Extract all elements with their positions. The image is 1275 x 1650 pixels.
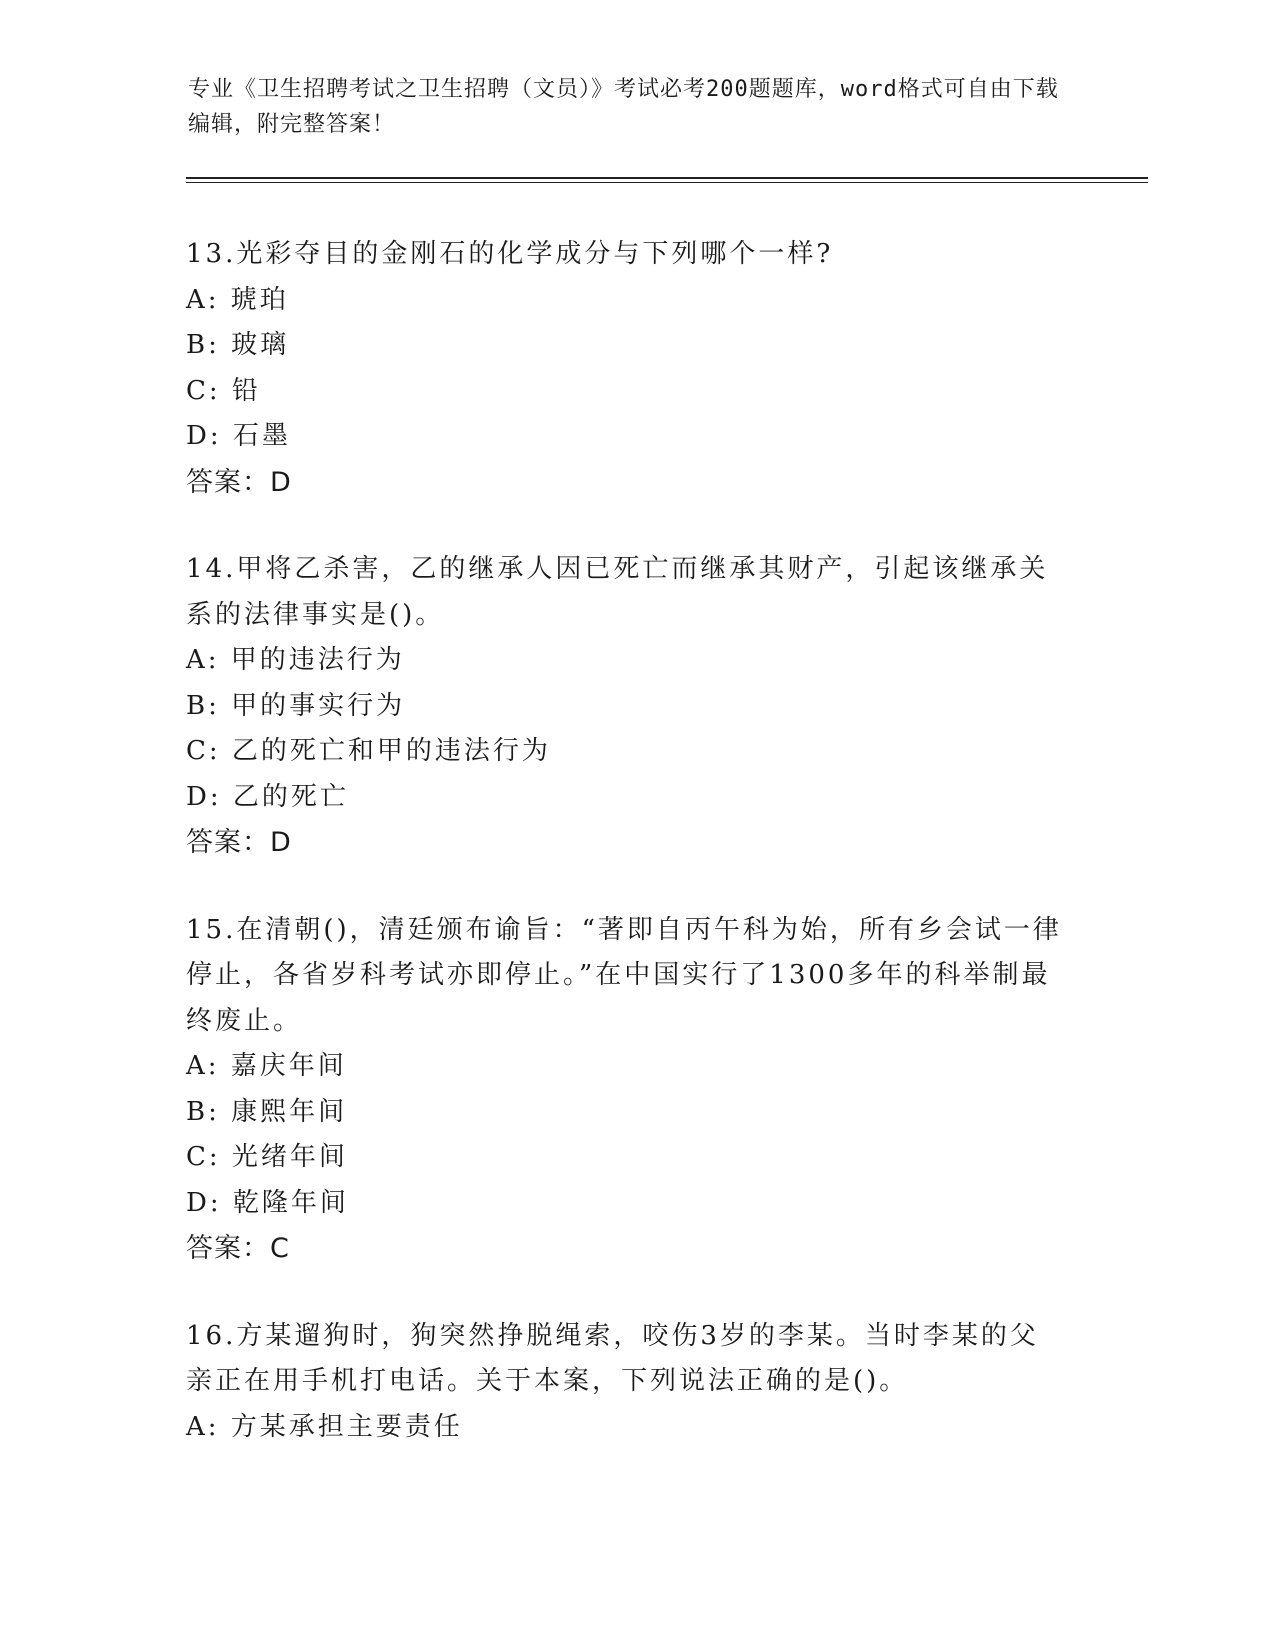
question-list	[186, 232, 1076, 1492]
question-13	[186, 232, 1076, 505]
option-a: A: 甲的违法行为	[186, 645, 405, 675]
option-c: C: 铅	[186, 375, 261, 406]
option-d: D: 乙的死亡	[186, 781, 349, 812]
question-stem: 15.在清朝()，清廷颁布谕旨：“著即自丙午科为始，所有乡会试一律停止，各省岁科考试亦即停止。”在中国实行了1300多年的科举制最终废止。	[186, 914, 1062, 1036]
option-a: A: 嘉庆年间	[186, 1051, 347, 1081]
header-divider-thin	[186, 182, 1148, 183]
question-stem: 13.光彩夺目的金刚石的化学成分与下列哪个一样?	[186, 239, 834, 269]
option-c: C: 光绪年间	[186, 1142, 348, 1172]
option-a: A: 琥珀	[186, 284, 289, 315]
answer-line: 答案：D	[186, 466, 292, 498]
answer-line: 答案：D	[186, 827, 292, 858]
document-header: 专业《卫生招聘考试之卫生招聘（文员）》考试必考200题题库，word格式可自由下载编辑，附完整答案！	[188, 77, 1059, 137]
option-d: D: 乾隆年间	[186, 1187, 349, 1218]
question-stem: 16.方某遛狗时，狗突然挣脱绳索，咬伤3岁的李某。当时李某的父亲正在用手机打电话。关于本案，下列说法正确的是()。	[186, 1320, 1039, 1396]
option-b: B: 甲的事实行为	[186, 690, 406, 721]
option-b: B: 康熙年间	[186, 1096, 348, 1127]
header-divider-thick	[186, 177, 1148, 179]
option-b: B: 玻璃	[186, 330, 290, 360]
question-14	[186, 547, 1076, 866]
answer-line: 答案：C	[186, 1233, 290, 1264]
option-c: C: 乙的死亡和甲的违法行为	[186, 736, 551, 766]
question-stem: 14.甲将乙杀害，乙的继承人因已死亡而继承其财产，引起该继承关系的法律事实是()。	[186, 554, 1049, 630]
option-d: D: 石墨	[186, 421, 291, 451]
question-15	[186, 908, 1076, 1272]
option-a: A: 方某承担主要责任	[186, 1411, 463, 1442]
question-16	[186, 1314, 1076, 1451]
